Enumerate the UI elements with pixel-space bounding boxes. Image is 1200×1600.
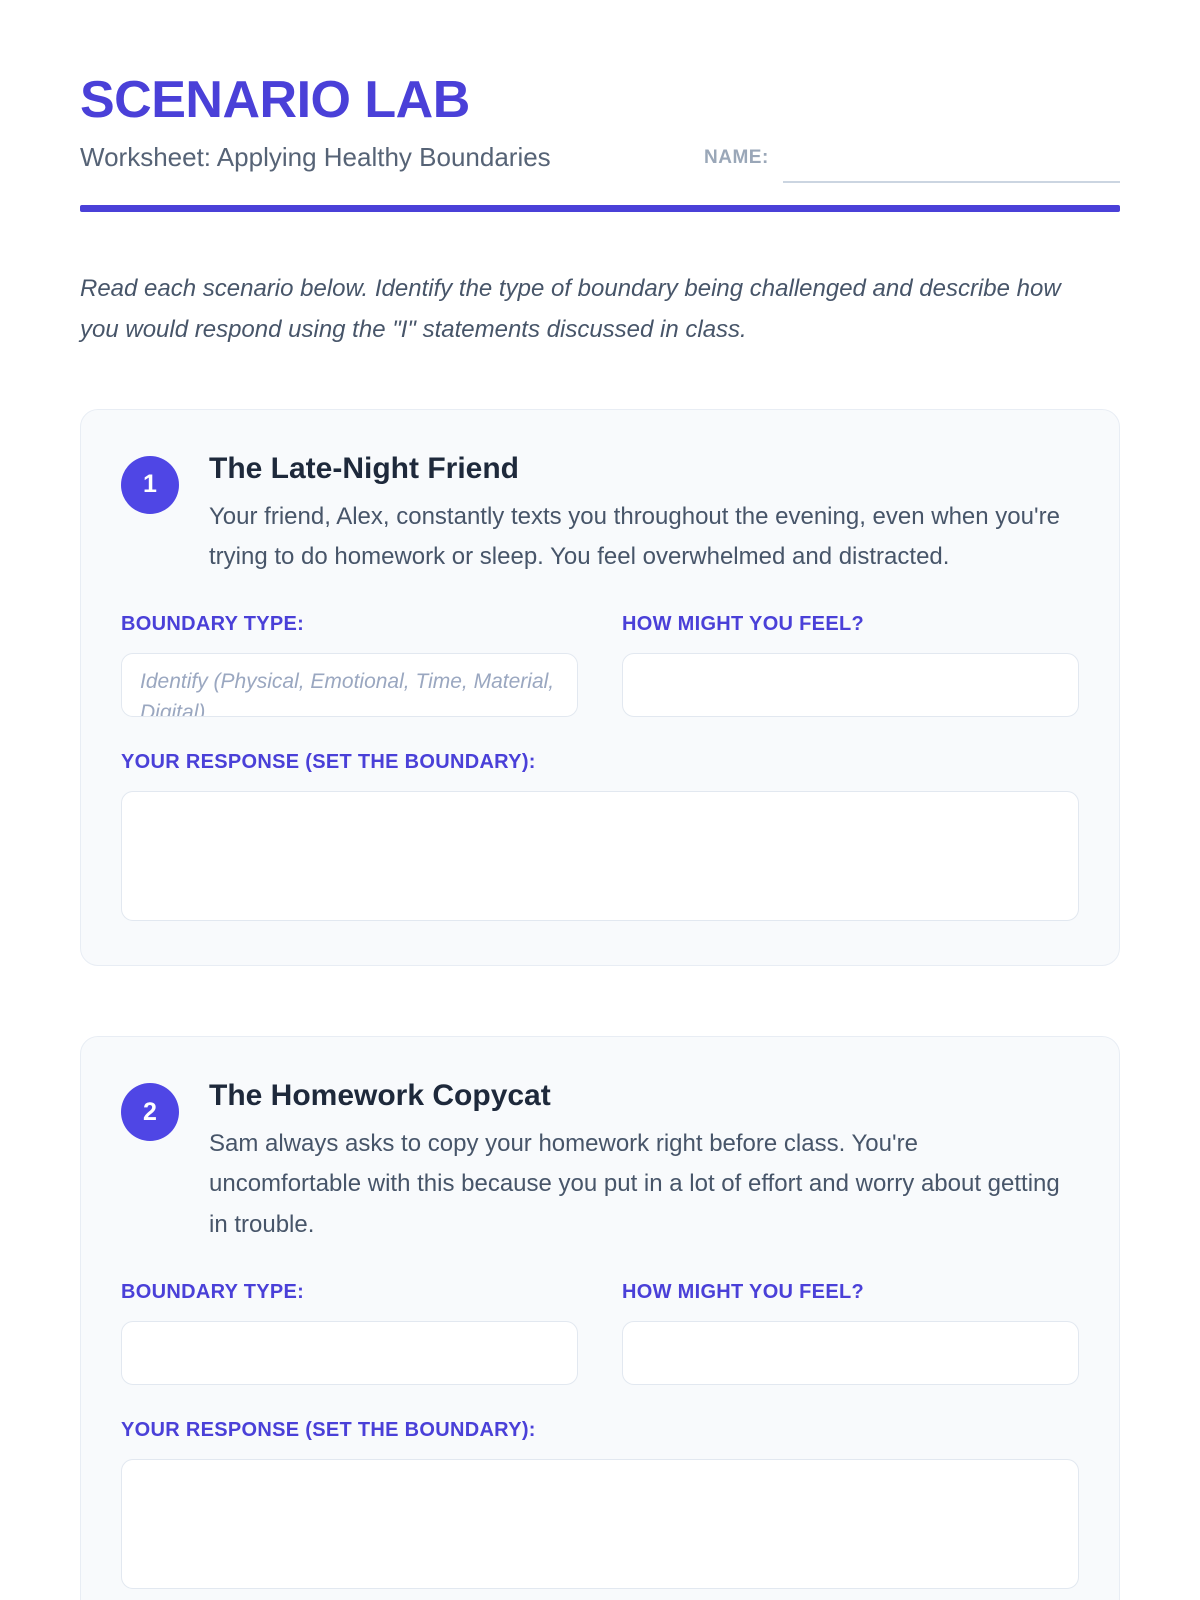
scenario-card-2 xyxy=(80,1036,1120,1600)
feel-input[interactable] xyxy=(622,653,1079,717)
scenario-description: Sam always asks to copy your homework right before class. You're uncomfortable with this because you put in a lot of effort and worry about getting in trouble. xyxy=(209,1130,1060,1238)
page-title: SCENARIO LAB xyxy=(80,71,470,129)
header-row xyxy=(80,142,1120,173)
boundary-type-input[interactable] xyxy=(121,1321,578,1385)
boundary-type-label: BOUNDARY TYPE: xyxy=(121,613,305,636)
scenario-number-badge: 1 xyxy=(121,456,179,514)
boundary-type-input[interactable] xyxy=(121,653,578,717)
scenario-1-header xyxy=(121,452,1079,578)
header-divider xyxy=(80,205,1120,212)
name-field xyxy=(704,147,1120,183)
boundary-type-field xyxy=(121,613,578,717)
feel-label: HOW MIGHT YOU FEEL? xyxy=(622,613,864,636)
instructions-text: Read each scenario below. Identify the type of boundary being challenged and describe how you would respond using the "I" statements discussed in class. xyxy=(80,275,1061,344)
response-label: YOUR RESPONSE (SET THE BOUNDARY): xyxy=(121,1419,536,1442)
scenario-number-badge: 2 xyxy=(121,1083,179,1141)
response-input[interactable] xyxy=(121,791,1079,921)
boundary-type-field xyxy=(121,1281,578,1385)
scenario-1-fields xyxy=(121,613,1079,921)
feel-input[interactable] xyxy=(622,1321,1079,1385)
name-label: NAME: xyxy=(704,147,769,168)
scenario-1-text xyxy=(209,452,1069,578)
response-input[interactable] xyxy=(121,1459,1079,1589)
feel-field xyxy=(622,1281,1079,1385)
worksheet-page xyxy=(80,0,1120,1600)
response-label: YOUR RESPONSE (SET THE BOUNDARY): xyxy=(121,751,536,774)
scenario-title: The Homework Copycat xyxy=(209,1079,551,1113)
response-field xyxy=(121,1419,1079,1589)
boundary-type-label: BOUNDARY TYPE: xyxy=(121,1281,305,1304)
scenario-2-header xyxy=(121,1079,1079,1245)
scenario-description: Your friend, Alex, constantly texts you throughout the evening, even when you're trying to do homework or sleep. You feel overwhelmed and distracted. xyxy=(209,502,1060,570)
worksheet-subtitle: Worksheet: Applying Healthy Boundaries xyxy=(80,142,551,172)
response-field xyxy=(121,751,1079,921)
scenario-2-text xyxy=(209,1079,1069,1245)
feel-label: HOW MIGHT YOU FEEL? xyxy=(622,1281,864,1304)
name-input[interactable] xyxy=(783,149,1120,183)
scenario-2-fields xyxy=(121,1281,1079,1589)
feel-field xyxy=(622,613,1079,717)
scenario-title: The Late-Night Friend xyxy=(209,451,519,485)
scenario-card-1 xyxy=(80,409,1120,967)
